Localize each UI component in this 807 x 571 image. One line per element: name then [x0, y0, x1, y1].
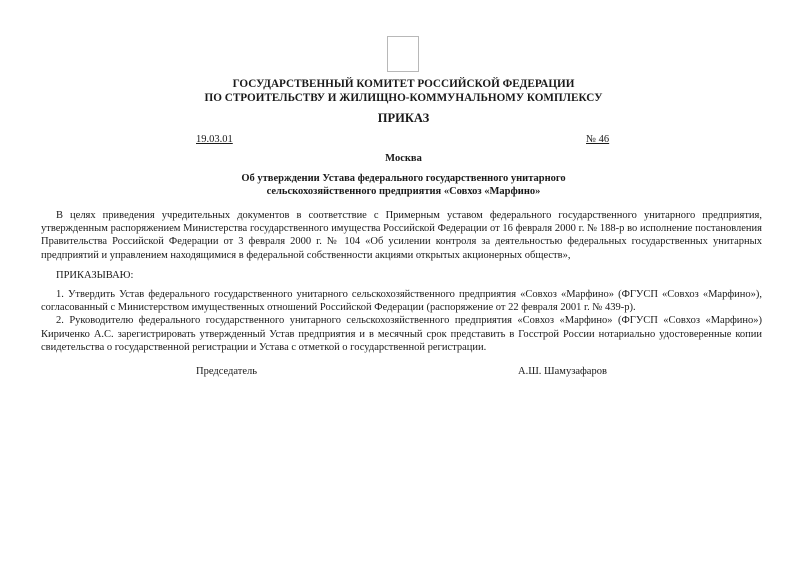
subject-line2: сельскохозяйственного предприятия «Совхоз «Марфино» — [266, 186, 541, 197]
preamble-paragraph: В целях приведения учредительных документов в соответствие с Примерным уставом федерального государственного унитарного предприятия, утвержденным распоряжением Министерства государственного имущества Российской Федерации от 16 февраля 2000 г. № 188-р во исполнение постановления Правительства Российской Федерации от 3 февраля 2000 г. № 104 «Об усилении контроля за деятельностью федеральных государственных унитарных предприятий и управлением находящимися в федеральной собственности акциями открытых акционерных обществ», — [41, 210, 762, 261]
order-item-1: 1. Утвердить Устав федерального государственного унитарного сельскохозяйственного предприятия «Совхоз «Марфино» (ФГУСП «Совхоз «Марфино»), согласованный с Министерством имущественных отношений Российской Федерации (распоряжение от 22 февраля 2001 г. № 439-р). — [41, 289, 762, 314]
subject-line1: Об утверждении Устава федерального государственного унитарного — [241, 173, 566, 184]
signatory-name: А.Ш. Шамузафаров — [518, 366, 607, 377]
emblem-placeholder — [387, 36, 419, 72]
organization-name-line2: ПО СТРОИТЕЛЬСТВУ И ЖИЛИЩНО-КОММУНАЛЬНОМУ КОМПЛЕКСУ — [204, 92, 603, 104]
order-word: ПРИКАЗЫВАЮ: — [56, 269, 134, 281]
organization-name-line1: ГОСУДАРСТВЕННЫЙ КОМИТЕТ РОССИЙСКОЙ ФЕДЕРАЦИИ — [232, 78, 575, 90]
document-date: 19.03.01 — [196, 134, 233, 145]
order-item-2: 2. Руководителю федерального государственного унитарного сельскохозяйственного предприятия «Совхоз «Марфино» (ФГУСП «Совхоз «Марфино») Кириченко А.С. зарегистрировать утвержденный Устав предприятия и в месячный срок представить в Госстрой России нотариально удостоверенные копии свидетельства о государственной регистрации и Устава с отметкой о государственной регистрации. — [41, 315, 762, 353]
document-city: Москва — [385, 153, 422, 164]
document-type-title: ПРИКАЗ — [377, 111, 430, 125]
document-number: № 46 — [586, 134, 610, 145]
signatory-title: Председатель — [196, 366, 258, 377]
document-body — [41, 209, 762, 354]
